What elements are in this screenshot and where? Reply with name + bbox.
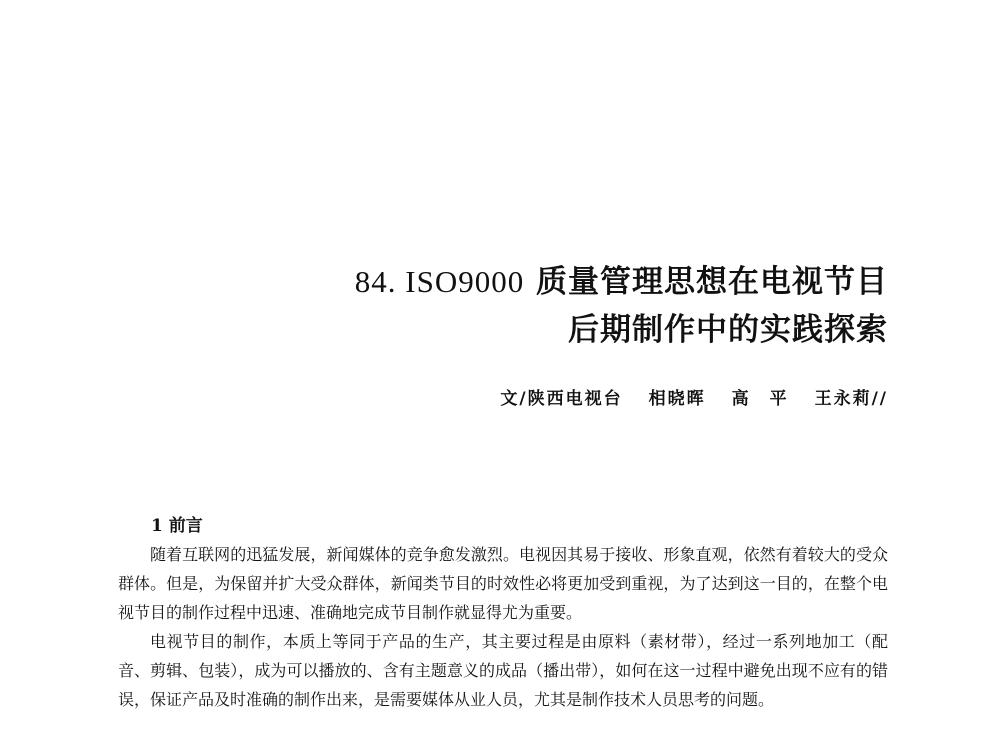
title-line-2: 后期制作中的实践探索 [568, 312, 888, 348]
title-line-1-text: 质量管理思想在电视节目 [524, 264, 888, 300]
byline-author-1: 相晓晖 [648, 389, 706, 409]
section-body [118, 540, 888, 714]
article-title [355, 258, 888, 354]
byline-affiliation: 文/陕西电视台 [500, 389, 623, 409]
byline-author-2: 高 平 [731, 389, 789, 409]
section-heading: 1 前言 [151, 516, 203, 536]
paragraph-2: 电视节目的制作，本质上等同于产品的生产，其主要过程是由原料（素材带），经过一系列地加工（配音、剪辑、包装），成为可以播放的、含有主题意义的成品（播出带），如何在这一过程中避免出现不应有的错误，保证产品及时准确的制作出来，是需要媒体从业人员，尤其是制作技术人员思考的问题。 [118, 632, 888, 709]
title-number: 84. ISO9000 [354, 264, 525, 299]
paragraph-1: 随着互联网的迅猛发展，新闻媒体的竞争愈发激烈。电视因其易于接收、形象直观，依然有着较大的受众群体。但是，为保留并扩大受众群体，新闻类节目的时效性必将更加受到重视，为了达到这一目的，在整个电视节目的制作过程中迅速、准确地完成节目制作就显得尤为重要。 [118, 545, 888, 622]
author-byline [500, 384, 888, 409]
title-line-1 [355, 258, 888, 306]
byline-author-3: 王永莉// [814, 389, 888, 409]
